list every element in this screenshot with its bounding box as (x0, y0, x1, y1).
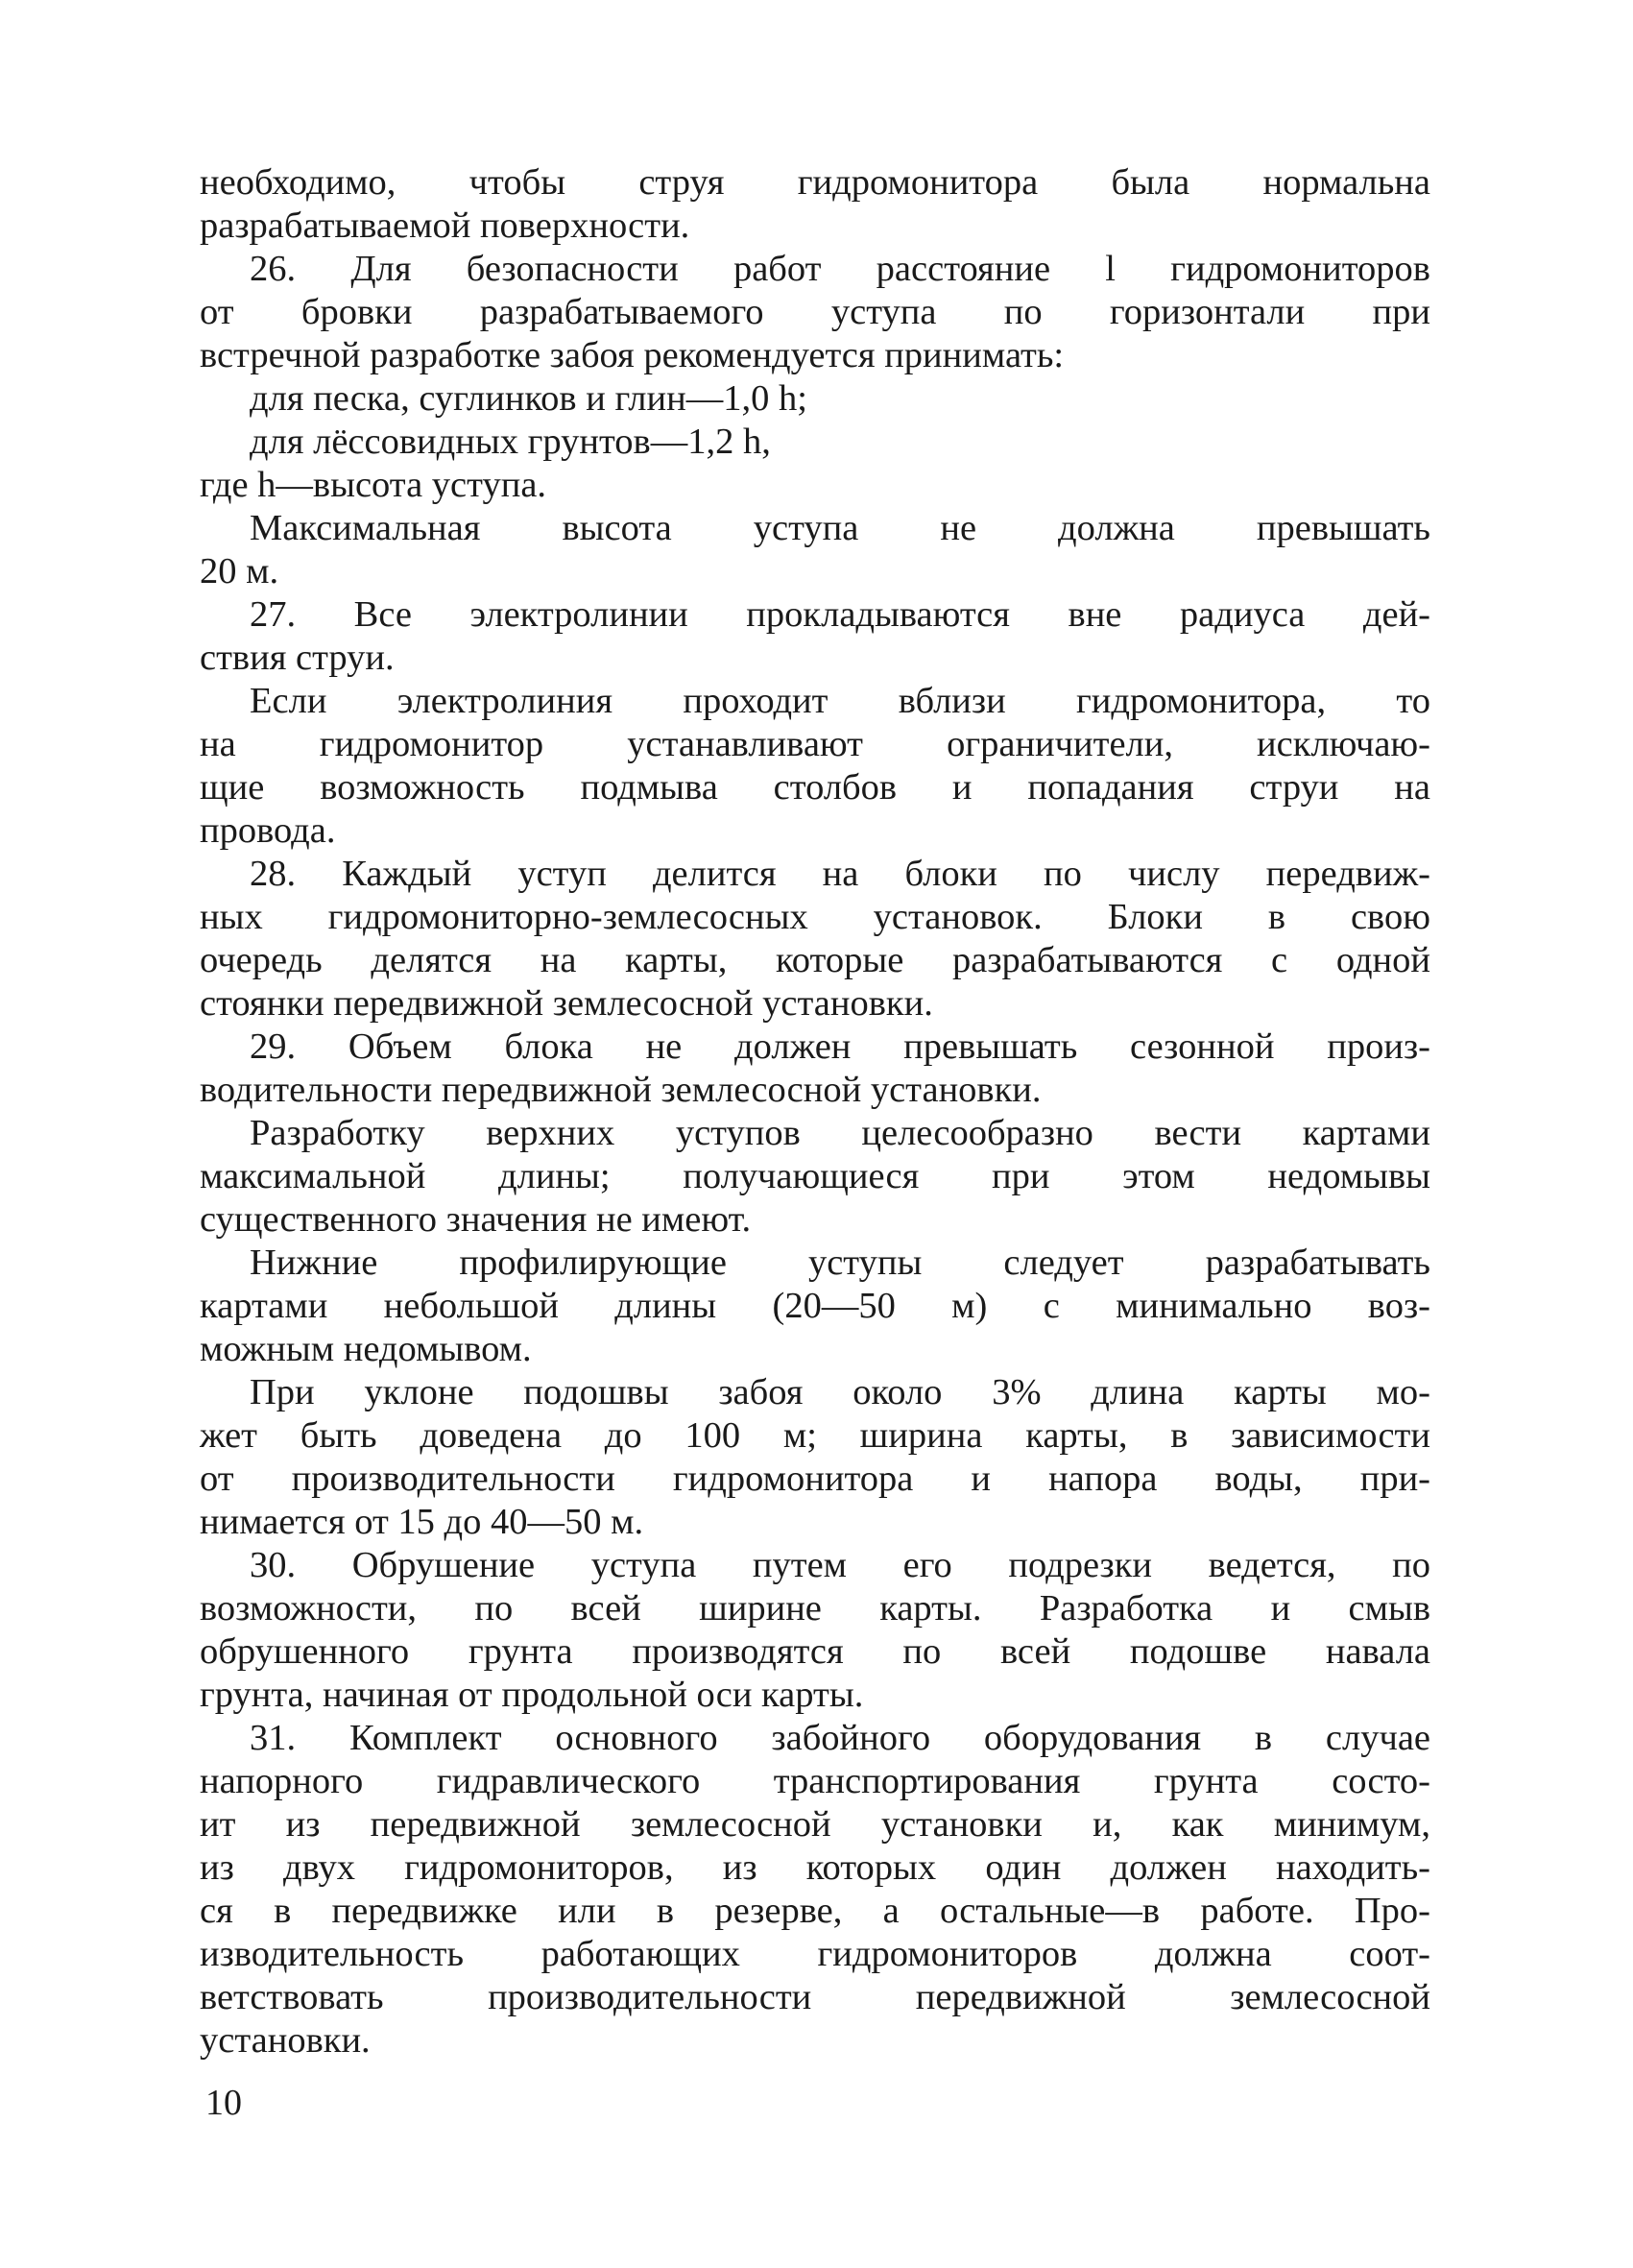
text-line: где h—высота уступа. (200, 465, 547, 505)
text-line: для песка, суглинков и глин—1,0 h; (250, 378, 807, 419)
text-line: ся в передвижке или в резерве, а остальные—в работе. Про- (200, 1891, 1430, 1931)
text-line: существенного значения не имеют. (200, 1199, 752, 1240)
text-line: Разработку верхних уступов целесообразно вести картами (250, 1113, 1430, 1153)
text-line: из двух гидромониторов, из которых один должен находить- (200, 1847, 1430, 1888)
text-line: изводительность работающих гидромониторов должна соот- (200, 1934, 1430, 1974)
text-line: обрушенного грунта производятся по всей подошве навала (200, 1631, 1430, 1672)
body-text (200, 161, 1430, 2063)
text-line: напорного гидравлического транспортирования грунта состо- (200, 1761, 1430, 1801)
text-line: 31. Комплект основного забойного оборудования в случае (250, 1718, 1430, 1758)
text-line: щие возможность подмыва столбов и попадания струи на (200, 767, 1430, 808)
text-line: необходимо, чтобы струя гидромонитора была нормальна (200, 162, 1430, 203)
text-line: для лёссовидных грунтов—1,2 h, (250, 422, 771, 462)
text-line: Максимальная высота уступа не должна превышать (250, 508, 1430, 548)
text-line: 29. Объем блока не должен превышать сезонной произ- (250, 1026, 1430, 1067)
text-line: При уклоне подошвы забоя около 3% длина карты мо- (250, 1372, 1430, 1412)
text-line: на гидромонитор устанавливают ограничители, исключаю- (200, 724, 1430, 764)
text-line: ствия струи. (200, 638, 395, 678)
text-line: провода. (200, 810, 336, 851)
text-line: 20 м. (200, 551, 279, 591)
text-line: можным недомывом. (200, 1329, 532, 1369)
text-line: 27. Все электролинии прокладываются вне радиуса дей- (250, 594, 1430, 635)
text-line: 30. Обрушение уступа путем его подрезки ведется, по (250, 1545, 1430, 1585)
text-line: ит из передвижной землесосной установки и, как минимум, (200, 1804, 1430, 1845)
text-line: нимается от 15 до 40—50 м. (200, 1502, 644, 1542)
text-line: от бровки разрабатываемого уступа по горизонтали при (200, 292, 1430, 332)
text-line: установки. (200, 2020, 371, 2061)
text-line: грунта, начиная от продольной оси карты. (200, 1675, 864, 1715)
text-line: Если электролиния проходит вблизи гидромонитора, то (250, 681, 1430, 721)
text-line: максимальной длины; получающиеся при этом недомывы (200, 1156, 1430, 1196)
text-line: 28. Каждый уступ делится на блоки по числу передвиж- (250, 854, 1430, 894)
text-line: Нижние профилирующие уступы следует разрабатывать (250, 1243, 1430, 1283)
text-line: ветствовать производительности передвижной землесосной (200, 1977, 1430, 2017)
text-line: встречной разработке забоя рекомендуется принимать: (200, 335, 1065, 375)
text-line: жет быть доведена до 100 м; ширина карты, в зависимости (200, 1415, 1430, 1456)
text-line: картами небольшой длины (20—50 м) с минимально воз- (200, 1286, 1430, 1326)
text-line: разрабатываемой поверхности. (200, 205, 690, 246)
text-line: водительности передвижной землесосной установки. (200, 1070, 1042, 1110)
text-line: возможности, по всей ширине карты. Разработка и смыв (200, 1588, 1430, 1629)
text-line: 26. Для безопасности работ расстояние l гидромониторов (250, 249, 1430, 289)
text-line: стоянки передвижной землесосной установки. (200, 983, 933, 1024)
text-line: от производительности гидромонитора и напора воды, при- (200, 1459, 1430, 1499)
page-number: 10 (205, 2083, 242, 2123)
text-line: ных гидромониторно-землесосных установок. Блоки в свою (200, 897, 1430, 937)
text-line: очередь делятся на карты, которые разрабатываются с одной (200, 940, 1430, 980)
